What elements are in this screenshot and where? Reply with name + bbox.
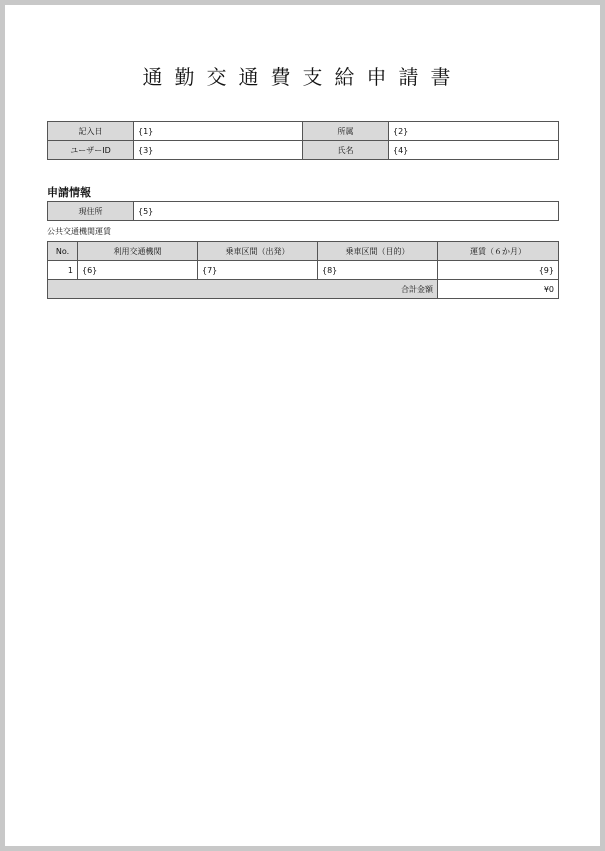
fare-field[interactable]: {9} bbox=[438, 261, 559, 280]
column-header-from: 乗車区間（出発） bbox=[198, 242, 318, 261]
address-table bbox=[47, 201, 559, 221]
to-field[interactable]: {8} bbox=[318, 261, 438, 280]
document-page bbox=[5, 5, 600, 846]
fare-header-row bbox=[48, 242, 559, 261]
date-label: 記入日 bbox=[48, 122, 134, 141]
fare-table bbox=[47, 241, 559, 299]
date-field[interactable]: {1} bbox=[134, 122, 303, 141]
name-label: 氏名 bbox=[303, 141, 389, 160]
fare-section-title: 公共交通機関運賃 bbox=[47, 227, 111, 236]
column-header-transport: 利用交通機関 bbox=[78, 242, 198, 261]
column-header-no: No. bbox=[48, 242, 78, 261]
column-header-fare: 運賃（６か月） bbox=[438, 242, 559, 261]
department-field[interactable]: {2} bbox=[389, 122, 559, 141]
applicant-info-table bbox=[47, 121, 559, 160]
table-row bbox=[48, 122, 559, 141]
address-label: 現住所 bbox=[48, 202, 134, 221]
user-id-label: ユーザーID bbox=[48, 141, 134, 160]
department-label: 所属 bbox=[303, 122, 389, 141]
application-section-title: 申請情報 bbox=[47, 186, 91, 199]
column-header-to: 乗車区間（目的） bbox=[318, 242, 438, 261]
row-number: 1 bbox=[48, 261, 78, 280]
table-row bbox=[48, 202, 559, 221]
address-field[interactable]: {5} bbox=[134, 202, 559, 221]
total-value: ¥0 bbox=[438, 280, 559, 299]
user-id-field[interactable]: {3} bbox=[134, 141, 303, 160]
total-label: 合計金額 bbox=[48, 280, 438, 299]
from-field[interactable]: {7} bbox=[198, 261, 318, 280]
transport-field[interactable]: {6} bbox=[78, 261, 198, 280]
table-row bbox=[48, 261, 559, 280]
document-title: 通勤交通費支給申請書 bbox=[142, 65, 463, 89]
name-field[interactable]: {4} bbox=[389, 141, 559, 160]
table-row bbox=[48, 141, 559, 160]
total-row bbox=[48, 280, 559, 299]
